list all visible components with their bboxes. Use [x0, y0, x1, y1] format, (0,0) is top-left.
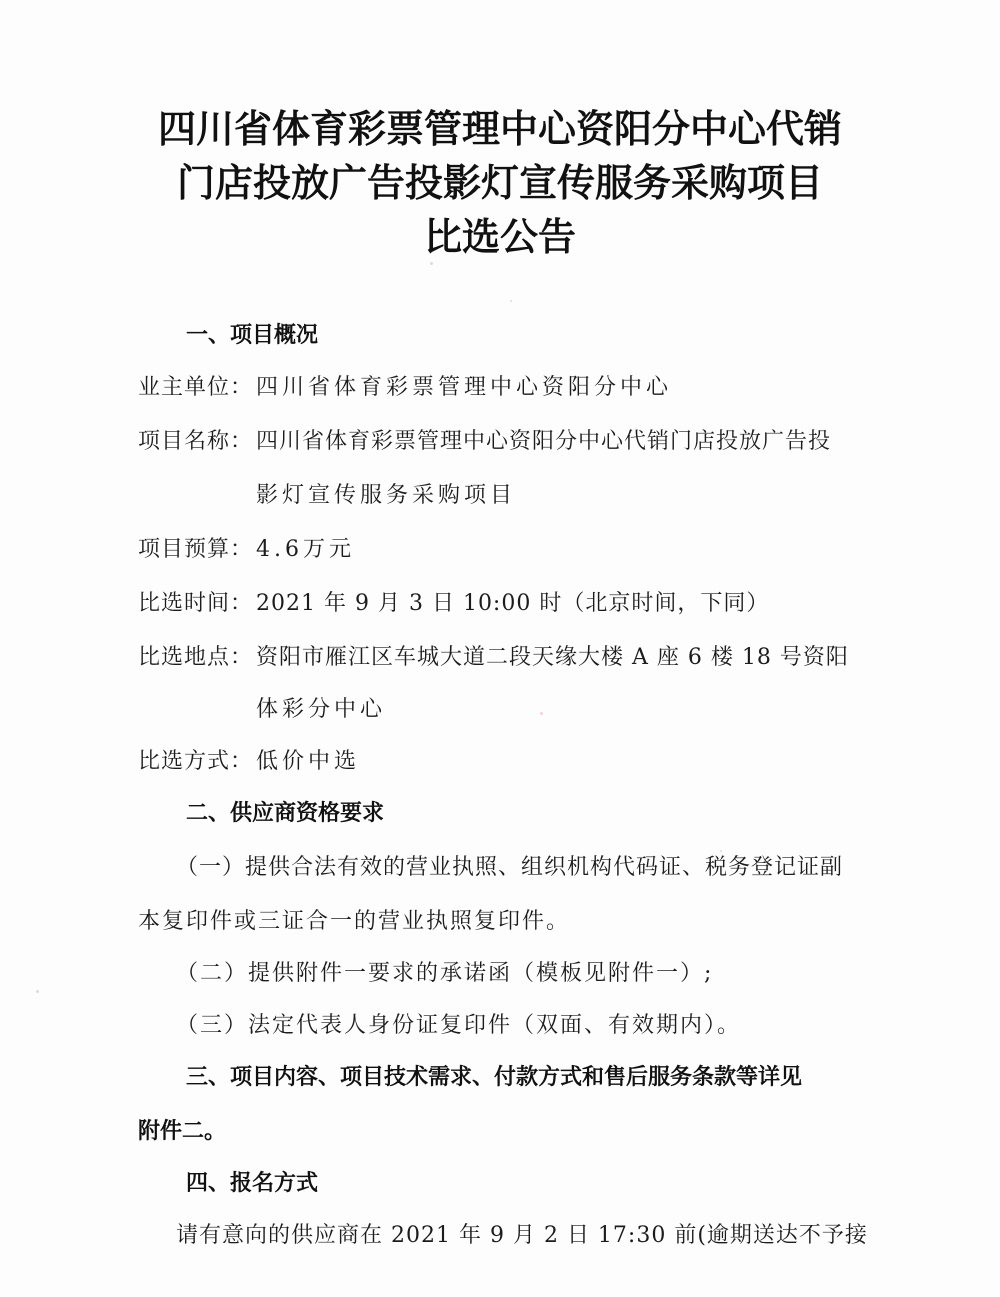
project-name-continuation: [256, 478, 516, 509]
requirement-1-line-1: （一）提供合法有效的营业执照、组织机构代码证、税务登记证副: [176, 855, 844, 880]
budget-row: [138, 532, 355, 563]
project-name-value-cont: 影灯宣传服务采购项目: [256, 483, 517, 508]
place-continuation: [256, 692, 386, 723]
owner-row: [138, 370, 672, 401]
owner-label: 业主单位：: [138, 375, 254, 400]
section2-heading: 二、供应商资格要求: [186, 801, 385, 826]
time-row: [138, 586, 769, 617]
time-value: 2021 年 9 月 3 日 10:00 时（北京时间，下同）: [256, 591, 770, 616]
scan-speck: [36, 990, 39, 993]
section1-heading: 一、项目概况: [186, 323, 319, 348]
budget-value: 4.6万元: [256, 537, 355, 562]
place-value: 资阳市雁江区车城大道二段天缘大楼 A 座 6 楼 18 号资阳: [256, 645, 849, 670]
time-label: 比选时间：: [138, 591, 254, 616]
section4-heading: 四、报名方式: [186, 1171, 319, 1196]
section3-heading-line-2: 附件二。: [138, 1119, 227, 1144]
registration-text-line-1: 请有意向的供应商在 2021 年 9 月 2 日 17:30 前(逾期送达不予接: [176, 1223, 868, 1248]
place-value-cont: 体彩分中心: [256, 697, 387, 722]
document-title-line-3: 比选公告: [423, 215, 576, 259]
requirement-2: （二）提供附件一要求的承诺函（模板见附件一）;: [176, 961, 714, 986]
project-name-label: 项目名称：: [138, 429, 254, 454]
document-title-line-1: 四川省体育彩票管理中心资阳分中心代销: [157, 107, 842, 151]
project-name-row: [138, 424, 831, 455]
method-row: [138, 744, 360, 775]
scan-speck: [510, 300, 512, 302]
place-label: 比选地点：: [138, 645, 254, 670]
requirement-1-line-2: 本复印件或三证合一的营业执照复印件。: [138, 909, 571, 934]
owner-value: 四川省体育彩票管理中心资阳分中心: [256, 375, 673, 400]
scan-speck: [540, 712, 543, 715]
section3-heading-line-1: 三、项目内容、项目技术需求、付款方式和售后服务条款等详见: [186, 1065, 803, 1090]
place-row: [138, 640, 849, 671]
method-label: 比选方式：: [138, 749, 254, 774]
method-value: 低价中选: [256, 749, 361, 774]
budget-label: 项目预算：: [138, 537, 254, 562]
scan-speck: [430, 262, 433, 265]
requirement-3: （三）法定代表人身份证复印件（双面、有效期内）。: [176, 1013, 742, 1038]
document-title-line-2: 门店投放广告投影灯宣传服务采购项目: [176, 161, 823, 205]
project-name-value: 四川省体育彩票管理中心资阳分中心代销门店投放广告投: [256, 429, 832, 454]
